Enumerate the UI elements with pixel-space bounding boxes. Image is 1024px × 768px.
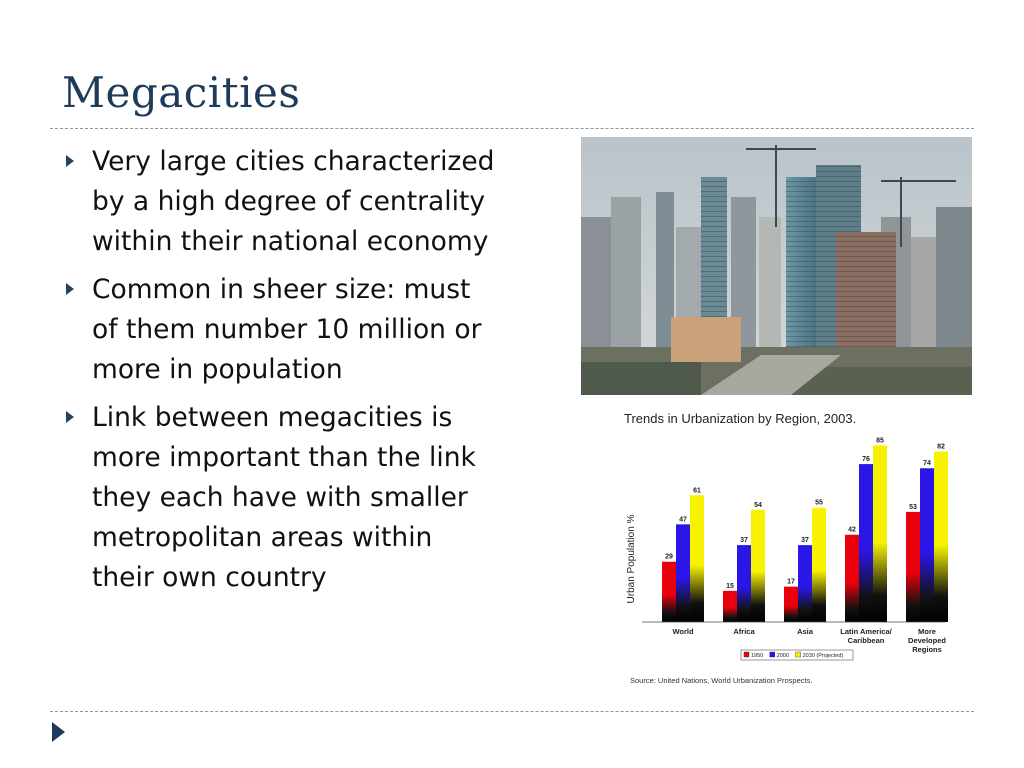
bar-value-label: 53: [909, 503, 917, 511]
x-tick-label: World: [672, 627, 694, 636]
urbanization-chart: [612, 403, 964, 690]
x-tick-label: Latin America/ Caribbean: [840, 627, 892, 645]
chart-legend: [741, 650, 853, 660]
bar-value-label: 55: [815, 499, 823, 507]
triangle-bullet-icon: [66, 283, 74, 295]
bar-1950-1: [723, 591, 737, 622]
x-tick-label: Africa: [733, 627, 755, 636]
triangle-bullet-icon: [66, 155, 74, 167]
bar-value-label: 82: [937, 443, 945, 451]
triangle-bullet-icon: [66, 411, 74, 423]
bar-2000-1: [737, 545, 751, 622]
bar-2000-4: [920, 468, 934, 622]
footer-divider: [50, 711, 974, 712]
bullet-text: Very large cities characterized by a high degree of centrality within their national economy: [92, 146, 495, 257]
bullet-list: [62, 142, 502, 606]
bar-2030-1: [751, 510, 765, 622]
bar-value-label: 61: [693, 487, 701, 495]
bar-value-label: 29: [665, 553, 673, 561]
legend-label: 2000: [776, 653, 790, 659]
bar-1950-0: [662, 562, 676, 622]
chart-source: Source: United Nations, World Urbanization Prospects.: [630, 676, 813, 685]
bar-value-label: 37: [801, 537, 809, 545]
y-axis-label: Urban Population %: [626, 514, 637, 604]
bullet-text: Link between megacities is more important than the link they each have with smaller metropolitan areas within their own country: [92, 402, 476, 593]
bar-value-label: 76: [862, 456, 870, 464]
legend-label: 1950: [751, 653, 764, 659]
next-slide-icon[interactable]: [52, 722, 65, 742]
legend-swatch: [744, 652, 749, 657]
bullet-item: [62, 142, 502, 262]
legend-swatch: [796, 652, 801, 657]
city-skyline-photo: [581, 137, 972, 395]
bar-2000-3: [859, 464, 873, 622]
bar-2030-0: [690, 495, 704, 622]
bar-1950-3: [845, 535, 859, 622]
bullet-item: [62, 398, 502, 598]
chart-title: Trends in Urbanization by Region, 2003.: [624, 411, 857, 426]
bar-value-label: 37: [740, 537, 748, 545]
bar-value-label: 85: [876, 437, 884, 445]
title-divider: [50, 128, 974, 129]
bar-value-label: 17: [787, 578, 795, 586]
bar-value-label: 47: [679, 516, 687, 524]
bar-2000-0: [676, 524, 690, 622]
bar-2030-3: [873, 445, 887, 622]
bar-value-label: 74: [923, 460, 931, 468]
bar-value-label: 54: [754, 501, 762, 509]
bar-2000-2: [798, 545, 812, 622]
bar-1950-2: [784, 587, 798, 622]
chart-canvas: [612, 403, 964, 690]
bullet-text: Common in sheer size: must of them number 10 million or more in population: [92, 274, 482, 385]
legend-swatch: [770, 652, 775, 657]
bullet-item: [62, 270, 502, 390]
bar-value-label: 15: [726, 582, 734, 590]
slide-title: Megacities: [62, 68, 301, 117]
bar-value-label: 42: [848, 526, 856, 534]
x-tick-label: More Developed Regions: [908, 627, 946, 654]
legend-label: 2030 (Projected): [802, 653, 844, 659]
bar-1950-4: [906, 512, 920, 622]
bar-2030-4: [934, 452, 948, 622]
bar-2030-2: [812, 508, 826, 622]
x-tick-label: Asia: [797, 627, 813, 636]
